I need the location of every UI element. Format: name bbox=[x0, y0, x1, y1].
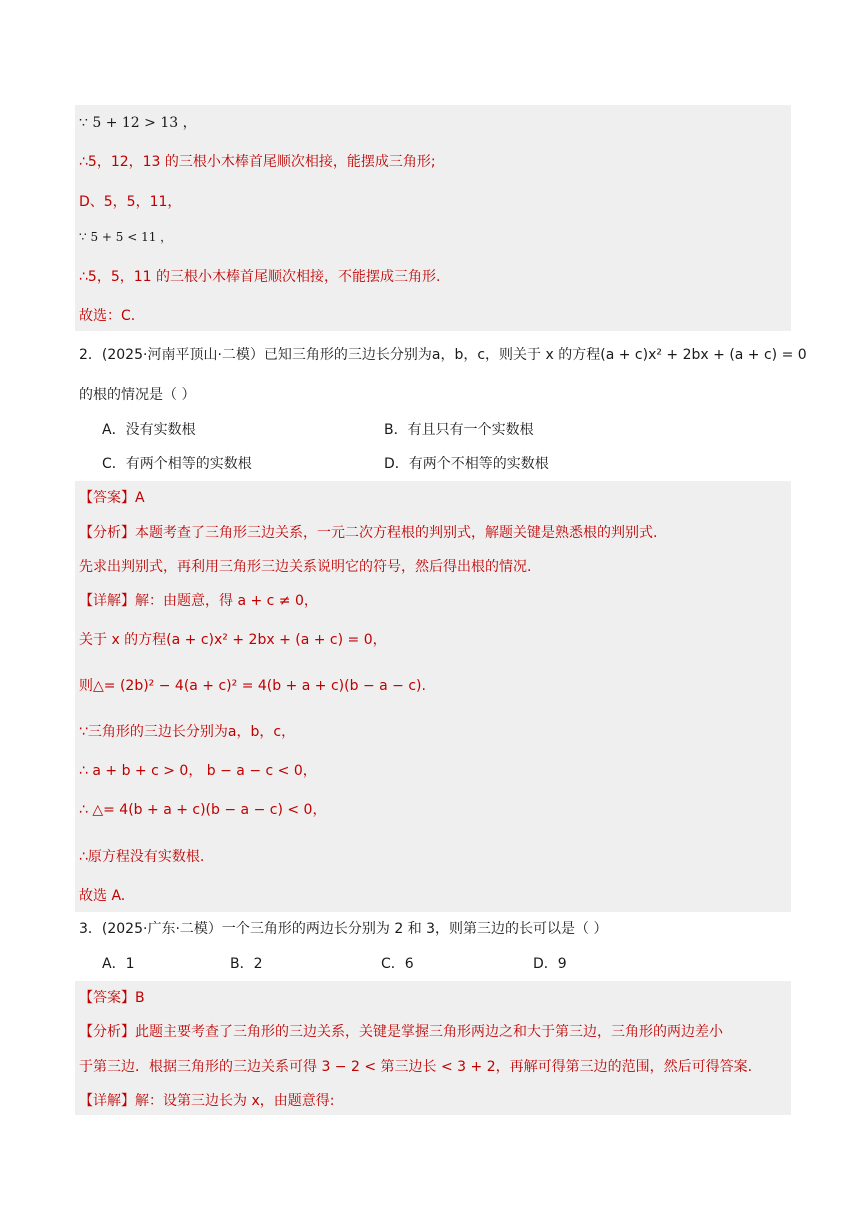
analysis-line: 于第三边．根据三角形的三边关系可得 3 − 2 < 第三边长 < 3 + 2，再解可得第三边的范围，然后可得答案. bbox=[79, 1059, 753, 1075]
detail-line: ∴ △= 4(b + a + c)(b − a − c) < 0， bbox=[79, 802, 327, 818]
answer-label: 【答案】A bbox=[79, 490, 145, 506]
detail-line: 【详解】解：由题意，得 a + c ≠ 0， bbox=[79, 593, 318, 609]
solution-block-1 bbox=[75, 105, 791, 331]
detail-line: ∴ a + b + c > 0， b − a − c < 0， bbox=[79, 763, 317, 779]
question-2-stem-cont: 的根的情况是（ ） bbox=[79, 387, 196, 403]
detail-line: 则△= (2b)² − 4(a + c)² = 4(b + a + c)(b − a − c). bbox=[79, 678, 426, 694]
option-a: A．1 bbox=[102, 956, 135, 972]
question-2-stem: 2．(2025·河南平顶山·二模）已知三角形的三边长分别为a，b，c，则关于 x 的方程(a + c)x² + 2bx + (a + c) = 0 bbox=[79, 347, 807, 363]
detail-line: 故选 A. bbox=[79, 888, 126, 904]
option-d: D．9 bbox=[533, 956, 567, 972]
analysis-line: 【分析】本题考查了三角形三边关系，一元二次方程根的判别式，解题关键是熟悉根的判别式. bbox=[79, 525, 658, 541]
solution-line: ∵ 5 + 5 < 11 ， bbox=[79, 230, 173, 244]
option-b: B．有且只有一个实数根 bbox=[384, 422, 534, 438]
question-3-stem: 3．(2025·广东·二模）一个三角形的两边长分别为 2 和 3，则第三边的长可以是（ ） bbox=[79, 921, 608, 937]
option-d: D．有两个不相等的实数根 bbox=[384, 456, 549, 472]
solution-line: ∵ 5 + 12 > 13 ， bbox=[79, 115, 197, 131]
answer-label: 【答案】B bbox=[79, 990, 145, 1006]
detail-line: 【详解】解：设第三边长为 x，由题意得: bbox=[79, 1093, 335, 1109]
option-c: C．6 bbox=[381, 956, 414, 972]
analysis-line: 【分析】此题主要考查了三角形的三边关系，关键是掌握三角形两边之和大于第三边，三角形的两边差小 bbox=[79, 1024, 723, 1040]
detail-line: ∴原方程没有实数根. bbox=[79, 849, 205, 865]
option-c: C．有两个相等的实数根 bbox=[102, 456, 252, 472]
solution-line: D、5，5，11， bbox=[79, 194, 182, 210]
option-a: A．没有实数根 bbox=[102, 422, 196, 438]
analysis-line: 先求出判别式，再利用三角形三边关系说明它的符号，然后得出根的情况. bbox=[79, 559, 532, 575]
option-b: B．2 bbox=[230, 956, 263, 972]
solution-line: ∴5，5，11 的三根小木棒首尾顺次相接，不能摆成三角形. bbox=[79, 269, 441, 285]
detail-line: ∵三角形的三边长分别为a，b，c， bbox=[79, 724, 296, 740]
detail-line: 关于 x 的方程(a + c)x² + 2bx + (a + c) = 0， bbox=[79, 632, 387, 648]
solution-line: ∴5，12，13 的三根小木棒首尾顺次相接，能摆成三角形; bbox=[79, 154, 436, 170]
solution-line: 故选：C. bbox=[79, 308, 136, 324]
